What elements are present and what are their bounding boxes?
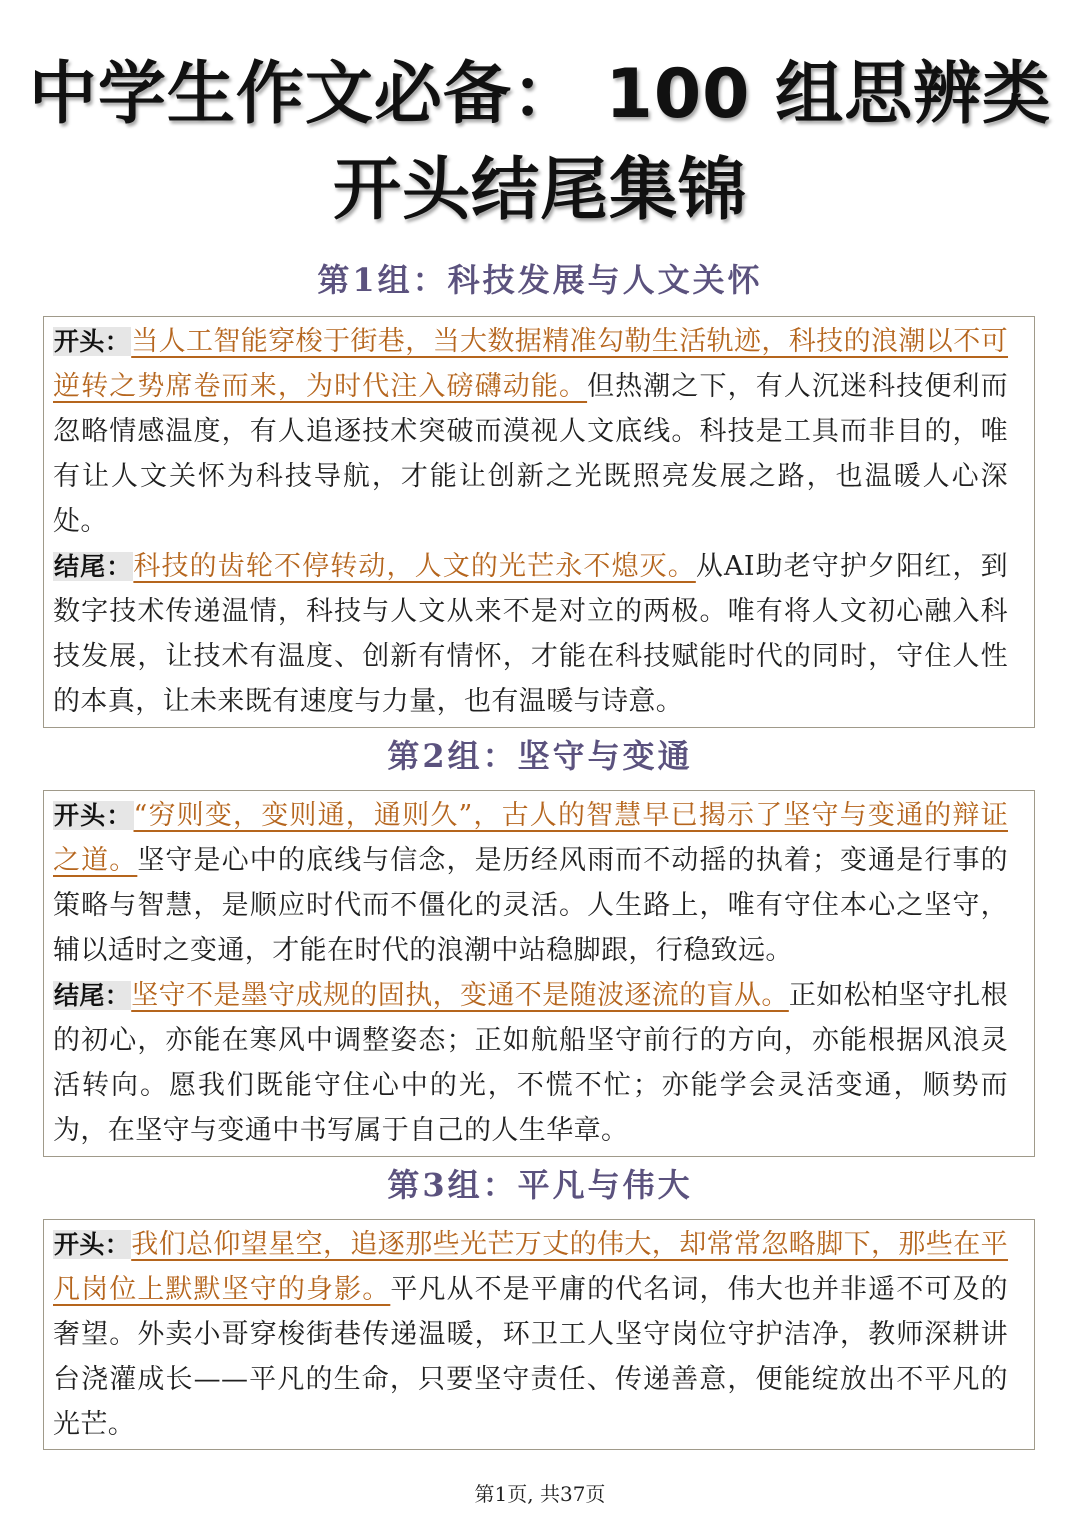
page-title-line-1: 中学生作文必备： 100 组思辨类 [28, 55, 1052, 134]
group-3-heading: 第3组：平凡与伟大 [387, 1166, 693, 1204]
ending-text: 从AI助老守护夕阳红，到数字技术传递温情，科技与人文从来不是对立的两极。唯有将人文初心融入科技发展，让技术有温度、创新有情怀，才能在科技赋能时代的同时，守住人性的本真，让未来既有速度与力量，也有温暖与诗意。 [53, 551, 1009, 717]
ending-highlight: 坚守不是墨守成规的固执，变通不是随波逐流的盲从。 [131, 980, 789, 1011]
group-2-ending [53, 973, 1008, 1153]
ending-highlight: 科技的齿轮不停转动，人文的光芒永不熄灭。 [133, 551, 696, 582]
ending-label: 结尾： [54, 552, 133, 581]
opening-text: 坚守是心中的底线与信念，是历经风雨而不动摇的执着；变通是行事的策略与智慧，是顺应时代而不僵化的灵活。人生路上，唯有守住本心之坚守，辅以适时之变通，才能在时代的浪潮中站稳脚跟，行稳致远。 [53, 845, 1008, 966]
group-2-opening [53, 793, 1008, 973]
opening-label: 开头： [54, 327, 131, 356]
page-title-line-2: 开头结尾集锦 [332, 151, 747, 230]
group-2-box [43, 790, 1035, 1157]
opening-label: 开头： [54, 1230, 131, 1259]
ending-label: 结尾： [54, 981, 131, 1010]
opening-text: 平凡从不是平庸的代名词，伟大也并非遥不可及的奢望。外卖小哥穿梭街巷传递温暖，环卫工人坚守岗位守护洁净，教师深耕讲台浇灌成长——平凡的生命，只要坚守责任、传递善意，便能绽放出不平凡的光芒。 [53, 1274, 1008, 1440]
group-3-box [43, 1219, 1035, 1450]
page-number: 第1页, 共37页 [474, 1482, 606, 1506]
opening-label: 开头： [54, 801, 133, 830]
opening-highlight: 当人工智能穿梭于街巷，当大数据精准勾勒生活轨迹，科技的浪潮以不可逆转之势席卷而来，为时代注入磅礴动能。 [53, 326, 1009, 402]
group-3-opening [53, 1222, 1008, 1447]
opening-highlight: 我们总仰望星空，追逐那些光芒万丈的伟大，却常常忽略脚下，那些在平凡岗位上默默坚守的身影。 [53, 1229, 1009, 1305]
group-1-box [43, 316, 1035, 728]
ending-text: 正如松柏坚守扎根的初心，亦能在寒风中调整姿态；正如航船坚守前行的方向，亦能根据风浪灵活转向。愿我们既能守住心中的光，不慌不忙；亦能学会灵活变通，顺势而为，在坚守与变通中书写属于自己的人生华章。 [53, 980, 1009, 1146]
opening-highlight: “穷则变，变则通，通则久”，古人的智慧早已揭示了坚守与变通的辩证之道。 [53, 800, 1008, 876]
group-1-heading: 第1组：科技发展与人文关怀 [317, 261, 763, 299]
group-1-opening [53, 319, 1008, 544]
group-1-ending [53, 544, 1008, 724]
opening-text: 但热潮之下，有人沉迷科技便利而忽略情感温度，有人追逐技术突破而漠视人文底线。科技是工具而非目的，唯有让人文关怀为科技导航，才能让创新之光既照亮发展之路，也温暖人心深处。 [53, 371, 1009, 537]
group-2-heading: 第2组：坚守与变通 [387, 737, 693, 775]
